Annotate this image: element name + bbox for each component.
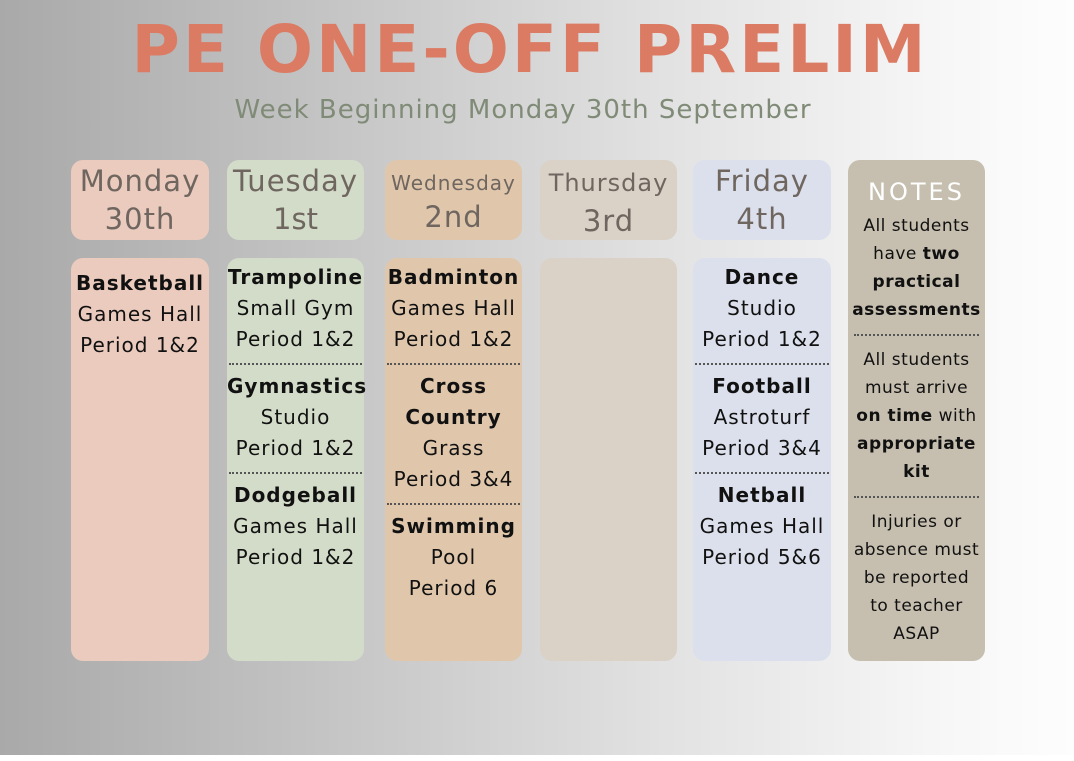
session-entry	[693, 258, 831, 361]
session-location: Games Hall	[699, 514, 825, 538]
session-period: Period 1&2	[235, 327, 356, 351]
day-name: Tuesday	[233, 164, 358, 198]
notes-panel	[848, 160, 985, 661]
session-location: Games Hall	[233, 514, 358, 538]
session-sport: Dodgeball	[233, 483, 358, 507]
session-sport: Basketball	[75, 271, 205, 295]
note-emphasis: two practical assessments	[852, 244, 981, 320]
day-date: 4th	[736, 202, 788, 236]
session-sport: Badminton	[387, 265, 520, 289]
note-text: All students must arrive	[863, 350, 970, 398]
notes-divider	[854, 334, 979, 336]
day-header-monday	[71, 160, 209, 240]
note-emphasis: on time	[856, 406, 933, 426]
session-location: Astroturf	[713, 405, 811, 429]
session-period: Period 3&4	[702, 436, 822, 460]
day-column-wednesday	[385, 258, 522, 661]
session-sport: Trampoline	[227, 265, 364, 289]
session-entry	[693, 476, 831, 579]
day-name: Friday	[715, 164, 809, 198]
session-period: Period 1&2	[80, 333, 200, 357]
day-date: 3rd	[582, 204, 635, 238]
session-sport: Swimming	[391, 514, 516, 538]
session-sport: Cross	[419, 374, 488, 398]
note-emphasis: appropriate kit	[857, 434, 976, 482]
session-divider	[229, 363, 362, 365]
note-text: with	[932, 406, 977, 426]
session-location: Games Hall	[77, 302, 203, 326]
day-name: Monday	[79, 164, 201, 198]
session-divider	[387, 503, 520, 505]
session-entry	[385, 507, 522, 610]
session-divider	[387, 363, 520, 365]
day-date: 30th	[104, 202, 176, 236]
session-location: Grass	[422, 436, 485, 460]
session-period: Period 1&2	[235, 436, 356, 460]
notes-divider	[854, 496, 979, 498]
day-header-wednesday	[385, 160, 522, 240]
day-header-friday	[693, 160, 831, 240]
day-column-tuesday	[227, 258, 368, 661]
session-sport: Gymnastics	[227, 374, 368, 398]
session-location: Games Hall	[391, 296, 516, 320]
session-entry	[227, 476, 364, 579]
page-title: PE ONE-OFF PRELIM	[131, 11, 929, 88]
session-entry	[227, 258, 364, 361]
session-location: Small Gym	[236, 296, 355, 320]
bottom-strip	[0, 755, 1074, 761]
session-period: Period 3&4	[393, 467, 514, 491]
session-sport: Country	[405, 405, 502, 429]
session-location: Studio	[260, 405, 331, 429]
session-location: Pool	[430, 545, 477, 569]
session-location: Studio	[727, 296, 797, 320]
session-entry	[693, 367, 831, 470]
session-period: Period 1&2	[393, 327, 514, 351]
day-header-tuesday	[227, 160, 364, 240]
session-sport: Football	[712, 374, 812, 398]
session-entry	[385, 367, 522, 501]
session-divider	[229, 472, 362, 474]
day-header-thursday	[540, 160, 677, 240]
day-date: 2nd	[424, 200, 483, 234]
page-subtitle: Week Beginning Monday 30th September	[234, 95, 812, 125]
note-arrival	[852, 346, 981, 486]
session-entry	[227, 367, 368, 470]
session-sport: Netball	[717, 483, 807, 507]
day-date: 1st	[273, 202, 318, 236]
day-column-friday	[693, 258, 831, 661]
session-period: Period 6	[408, 576, 499, 600]
session-divider	[695, 363, 829, 365]
session-divider	[695, 472, 829, 474]
session-period: Period 5&6	[702, 545, 822, 569]
note-assessments	[852, 212, 981, 324]
session-entry	[71, 264, 209, 367]
notes-title: NOTES	[868, 178, 965, 206]
note-injuries: Injuries or absence must be reported to teacher ASAP	[853, 512, 980, 644]
day-column-monday	[71, 258, 209, 661]
day-column-thursday	[540, 258, 677, 661]
note-text: All students have	[863, 216, 970, 264]
session-sport: Dance	[724, 265, 800, 289]
day-name: Wednesday	[391, 171, 516, 195]
day-name: Thursday	[548, 169, 669, 197]
session-period: Period 1&2	[235, 545, 356, 569]
session-period: Period 1&2	[702, 327, 822, 351]
session-entry	[385, 258, 522, 361]
